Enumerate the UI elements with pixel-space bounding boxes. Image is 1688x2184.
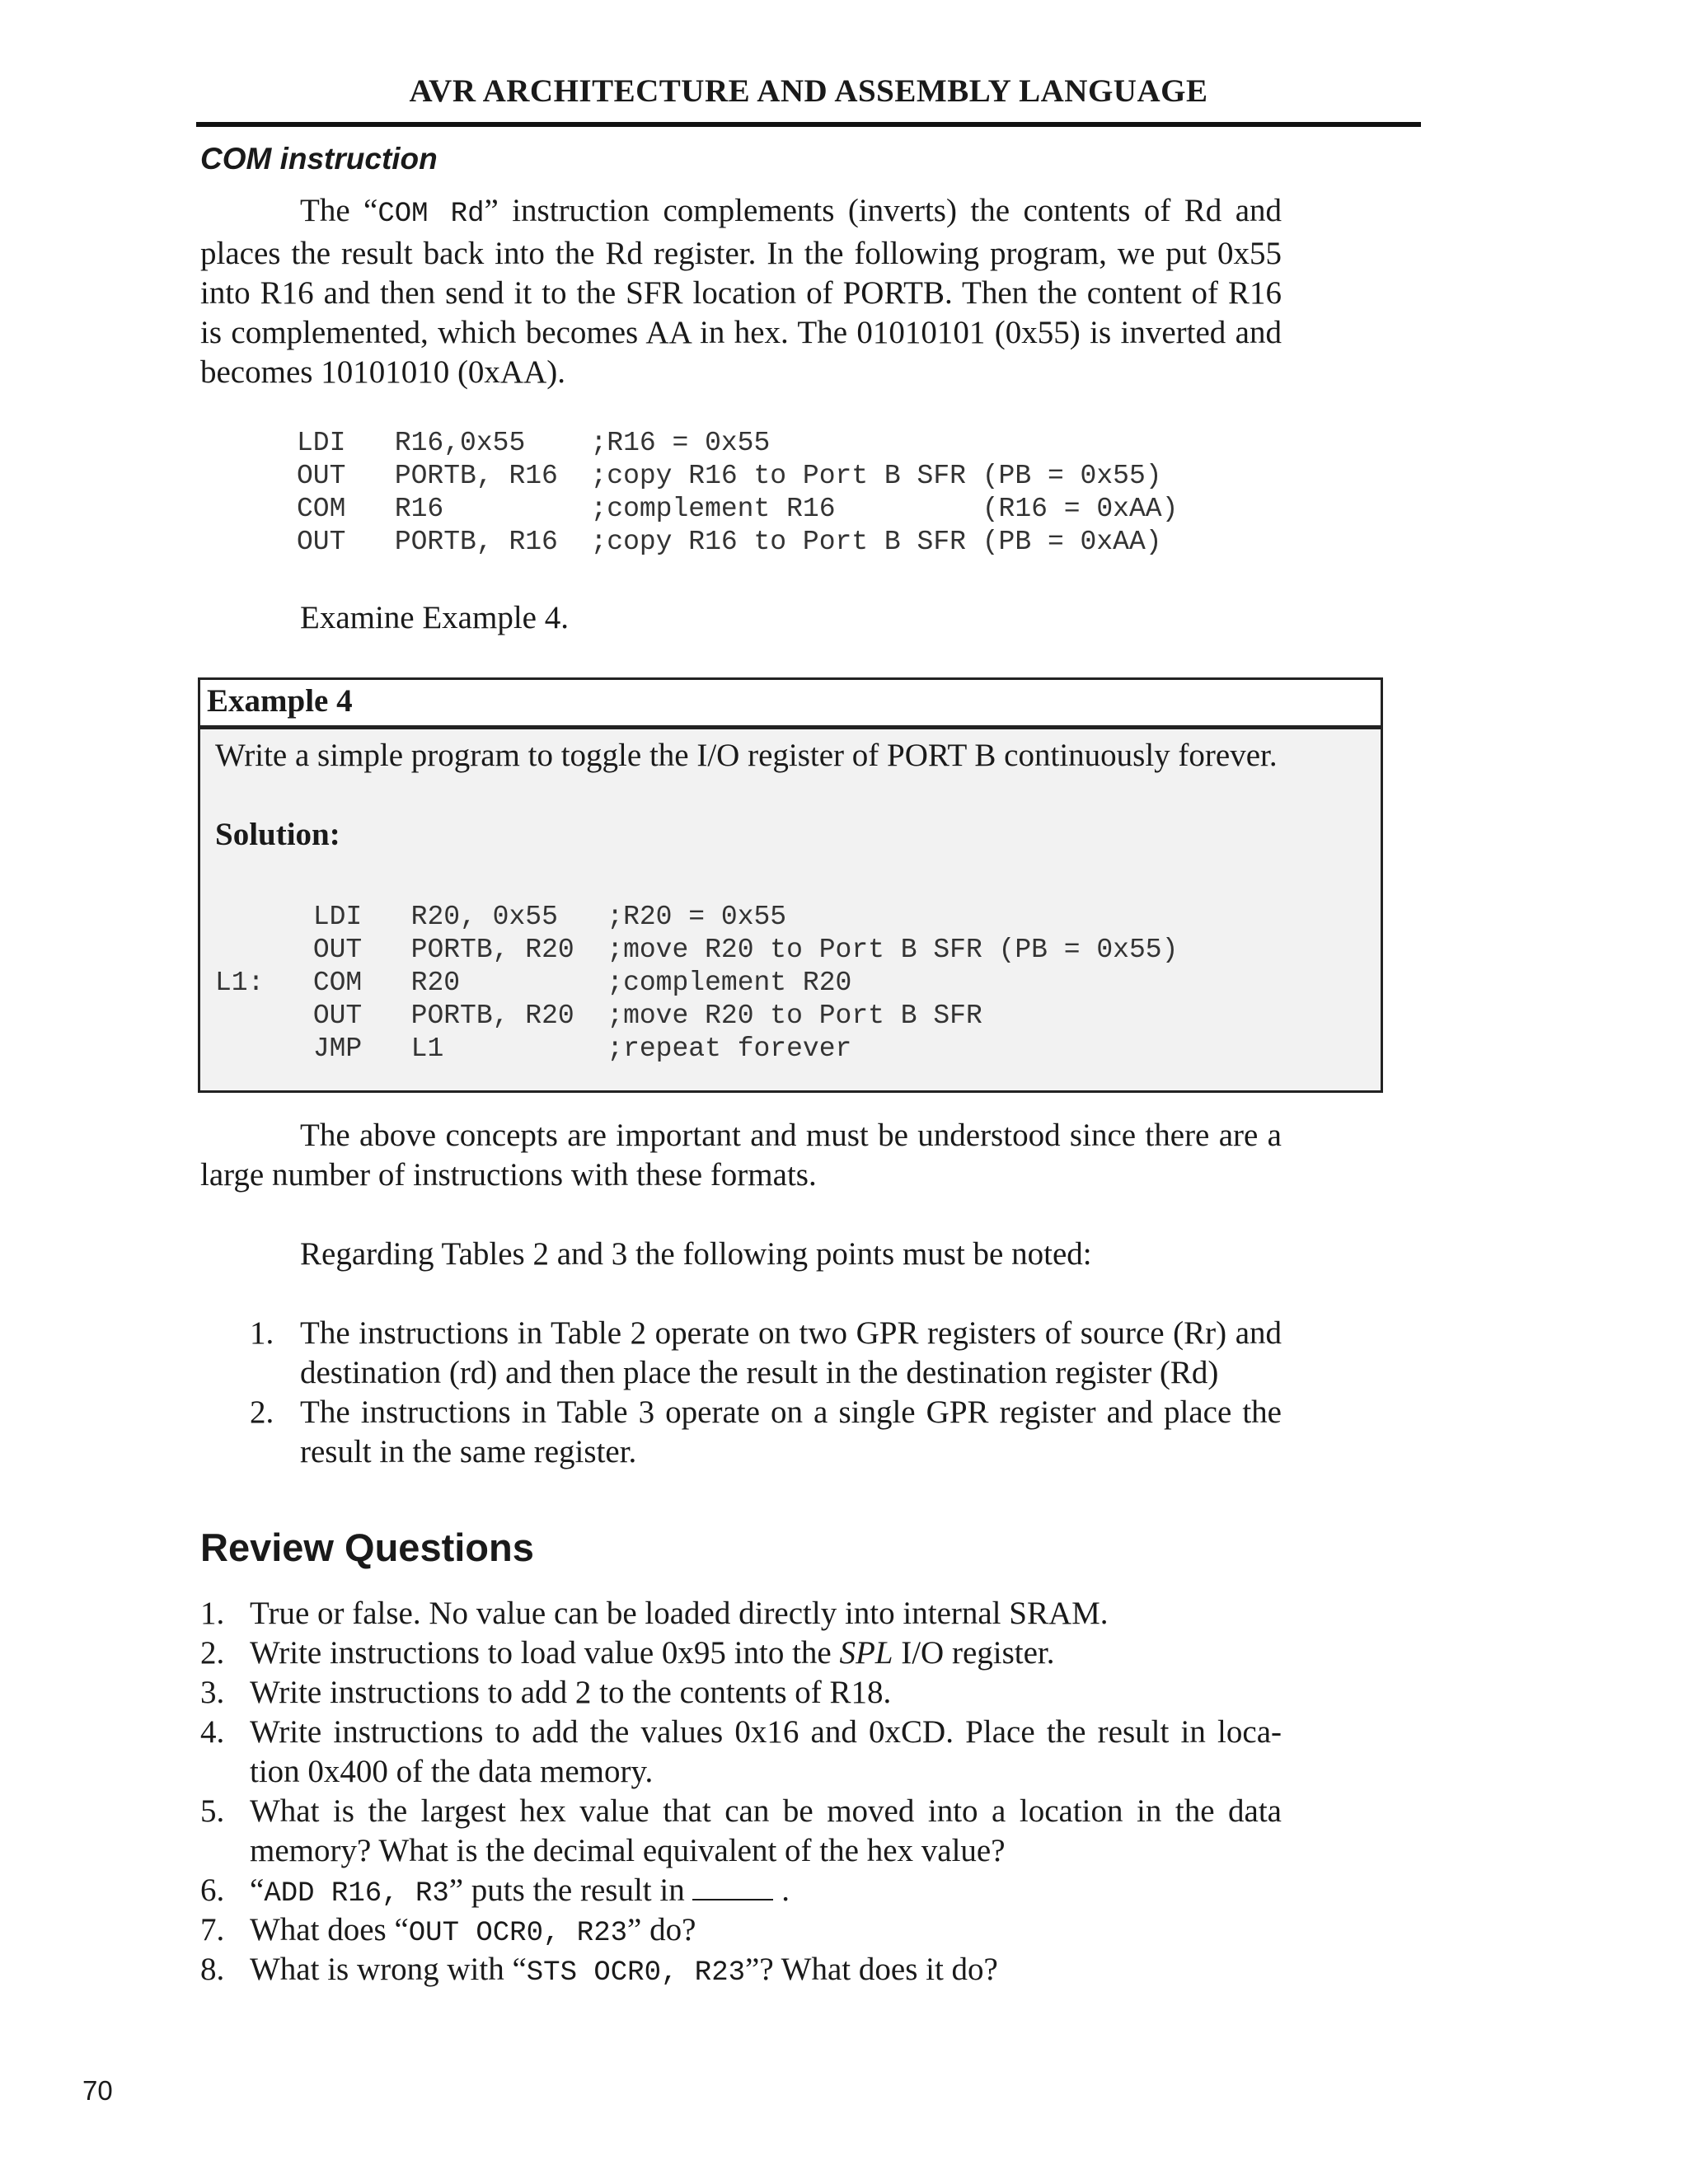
q6-pre: “ [250,1872,265,1908]
point-number: 2. [250,1394,274,1430]
code-line: L1: COM R20 ;complement R20 [215,968,852,998]
question-text: Write instructions to add the values 0x16 and 0xCD. Place the result in loca-tion 0x400 of the data memory. [250,1714,1282,1789]
concepts-paragraph [200,1116,1282,1195]
question-text [250,1633,1282,1673]
question-text: What is the largest hex value that can be moved into a location in the data memory? What is the decimal equivalent of the hex value? [250,1793,1282,1868]
q2-post: I/O register. [893,1635,1055,1671]
q7-pre: What does “ [250,1912,409,1947]
examine-text: Examine Example 4. [300,600,569,635]
question-text: True or false. No value can be loaded directly into internal SRAM. [250,1596,1109,1631]
q8-pre: What is wrong with “ [250,1952,527,1987]
example-title-row [200,680,1381,729]
intro-pre: The “ [300,193,378,228]
code-line: LDI R16,0x55 ;R16 = 0x55 [297,428,771,458]
q2-emphasis: SPL [839,1635,893,1671]
point-text: The instructions in Table 2 operate on two GPR registers of source (Rr) and destination (rd) and then place the result in the destination register (Rd) [300,1315,1282,1390]
intro-code: COM Rd [377,199,485,230]
point-number: 1. [250,1315,274,1351]
question-text [250,1950,1282,1993]
solution-label: Solution: [215,817,340,852]
question-number: 7. [200,1912,225,1947]
intro-post: ” instruction complements (inverts) the contents of Rd and places the result back into the Rd register. In the following program, we put 0x55 into R16 and then send it to the SFR location of PORTB. Then the content of R16 is complemented, which becomes AA in hex. The 01010101 (0x55) is inverted and becomes 10101010 (0xAA). [200,193,1282,390]
code-line: JMP L1 ;repeat forever [215,1033,852,1064]
review-heading: Review Questions [200,1526,534,1569]
page-number: 70 [82,2075,113,2106]
question-number: 1. [200,1596,225,1631]
code-line: COM R16 ;complement R16 (R16 = 0xAA) [297,494,1179,524]
q7-code: OUT OCR0, R23 [408,1918,628,1949]
code-line: OUT PORTB, R16 ;copy R16 to Port B SFR (PB = 0xAA) [297,527,1162,557]
code-line: OUT PORTB, R20 ;move R20 to Port B SFR (PB = 0x55) [215,935,1179,965]
header-rule [196,122,1421,127]
question-number: 6. [200,1872,225,1908]
section-label: COM instruction [200,142,438,176]
q6-post: ” puts the result in [448,1872,693,1908]
question-number: 4. [200,1714,225,1750]
question-text: Write instructions to add 2 to the contents of R18. [250,1675,892,1710]
example-code-block [215,901,1178,1066]
intro-paragraph [200,191,1282,392]
point-text: The instructions in Table 3 operate on a single GPR register and place the result in the same register. [300,1394,1282,1469]
question-number: 8. [200,1952,225,1987]
question-number: 3. [200,1675,225,1710]
code-line: OUT PORTB, R20 ;move R20 to Port B SFR [215,1001,982,1031]
example-title: Example 4 [207,683,353,719]
concepts-text: The above concepts are important and must be understood since there are a large number of instructions with these formats. [200,1118,1282,1193]
example-question: Write a simple program to toggle the I/O register of PORT B continuously forever. [215,738,1278,773]
running-header: AVR ARCHITECTURE AND ASSEMBLY LANGUAGE [409,73,1208,109]
q7-post: ” do? [627,1912,696,1947]
question-text [250,1910,1282,1953]
question-number: 5. [200,1793,225,1829]
q6-end: . [773,1872,790,1908]
question-number: 2. [200,1635,225,1671]
regarding-text: Regarding Tables 2 and 3 the following points must be noted: [300,1236,1092,1272]
q8-code: STS OCR0, R23 [526,1957,746,1989]
com-code-block [297,427,1178,559]
question-text [250,1871,1282,1914]
answer-blank [692,1874,773,1900]
q6-code: ADD R16, R3 [264,1878,449,1910]
q8-post: ”? What does it do? [745,1952,998,1987]
q2-pre: Write instructions to load value 0x95 into the [250,1635,840,1671]
code-line: OUT PORTB, R16 ;copy R16 to Port B SFR (PB = 0x55) [297,461,1162,491]
code-line: LDI R20, 0x55 ;R20 = 0x55 [215,902,787,932]
example-box [198,677,1383,1093]
